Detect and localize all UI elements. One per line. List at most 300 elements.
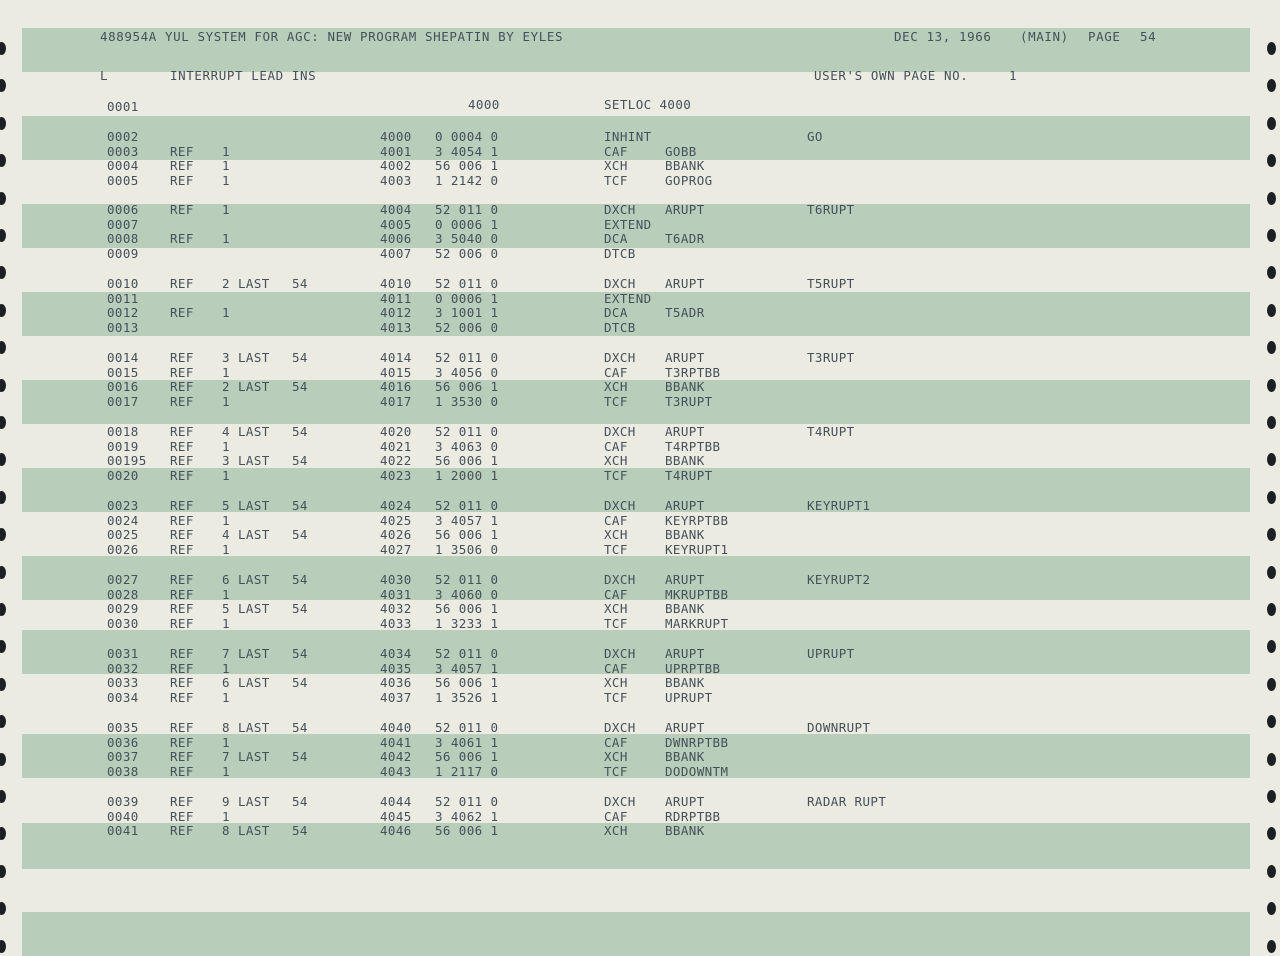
listing-cell-op: CAF xyxy=(604,660,628,676)
listing-cell-code: 1 3506 0 xyxy=(435,542,499,558)
listing-cell-cnt: 9 xyxy=(222,794,230,809)
listing-cell-arg: T3RPTBB xyxy=(665,364,721,380)
tractor-hole xyxy=(0,865,6,878)
tractor-hole xyxy=(0,42,6,55)
listing-cell-op: CAF xyxy=(604,512,628,528)
listing-cell-ref: REF xyxy=(170,173,194,189)
listing-cell-arg: ARUPT xyxy=(665,350,705,365)
listing-cell-code: 3 4062 1 xyxy=(435,808,499,824)
listing-cell-num: 0039 xyxy=(107,794,139,809)
tractor-hole xyxy=(0,640,6,653)
listing-cell-label: T3RUPT xyxy=(807,350,855,365)
listing-cell-cnt: 1 xyxy=(222,586,230,602)
listing-cell-lpg: 54 xyxy=(292,794,308,809)
listing-cell-code: 52 006 0 xyxy=(435,246,499,262)
listing-cell-num: 0034 xyxy=(107,690,139,706)
listing-cell-code: 3 4060 0 xyxy=(435,586,499,602)
greenbar-band xyxy=(22,468,1250,512)
listing-cell-addr: 4025 xyxy=(380,512,412,528)
listing-cell-cnt: 1 xyxy=(222,143,230,159)
right-tractor-holes xyxy=(1260,0,1280,956)
listing-cell-arg: ARUPT xyxy=(665,498,705,513)
listing-cell-arg: KEYRPTBB xyxy=(665,512,729,528)
tractor-hole xyxy=(1267,453,1276,466)
listing-cell-addr: 4010 xyxy=(380,276,412,291)
listing-cell-ref: REF xyxy=(170,424,194,439)
listing-cell-addr: 4032 xyxy=(380,601,412,617)
listing-cell-arg: BBANK xyxy=(665,823,705,839)
listing-cell-code: 1 2142 0 xyxy=(435,173,499,189)
listing-cell-cnt: 1 xyxy=(222,468,230,484)
listing-cell-op: DXCH xyxy=(604,276,636,291)
listing-cell-lpg: 54 xyxy=(292,498,308,513)
listing-cell-cnt: 1 xyxy=(222,542,230,558)
listing-cell-ref: REF xyxy=(170,794,194,809)
listing-cell-label: KEYRUPT1 xyxy=(807,498,871,513)
listing-cell-arg: GOBB xyxy=(665,143,697,159)
listing-cell-op: DCA xyxy=(604,305,628,321)
listing-cell-ref: REF xyxy=(170,646,194,661)
user-page-label: USER'S OWN PAGE NO. xyxy=(814,68,969,83)
listing-cell-op: XCH xyxy=(604,823,628,839)
listing-cell-num: 0038 xyxy=(107,764,139,780)
listing-cell-num: 0035 xyxy=(107,720,139,735)
listing-cell-code: 56 006 1 xyxy=(435,601,499,617)
tractor-hole xyxy=(1267,827,1276,840)
tractor-hole xyxy=(0,79,6,92)
listing-cell-addr: 4035 xyxy=(380,660,412,676)
tractor-hole xyxy=(1267,266,1276,279)
listing-cell-addr: 4020 xyxy=(380,424,412,439)
listing-cell-op: INHINT xyxy=(604,129,652,144)
listing-cell-code: 52 011 0 xyxy=(435,276,499,291)
listing-cell-op: EXTEND xyxy=(604,290,652,306)
listing-cell-arg: T4RUPT xyxy=(665,468,713,484)
listing-cell-cnt: 1 xyxy=(222,616,230,632)
listing-cell-addr: 4041 xyxy=(380,734,412,750)
listing-cell-num: 0007 xyxy=(107,216,139,232)
left-tractor-holes xyxy=(0,0,20,956)
listing-cell-cnt: 8 xyxy=(222,823,230,839)
listing-cell-code: 56 006 1 xyxy=(435,158,499,174)
tractor-hole xyxy=(0,827,6,840)
listing-cell-code: 56 006 1 xyxy=(435,675,499,691)
tractor-hole xyxy=(1267,603,1276,616)
listing-cell-addr: 4026 xyxy=(380,527,412,543)
listing-cell-arg: BBANK xyxy=(665,527,705,543)
tractor-hole xyxy=(1267,379,1276,392)
listing-cell-cnt: 1 xyxy=(222,394,230,410)
listing-cell-addr: 4001 xyxy=(380,143,412,159)
listing-cell-last: LAST xyxy=(238,527,270,543)
setloc-line-number: 0001 xyxy=(107,99,139,114)
printout-sheet xyxy=(22,0,1250,956)
tractor-hole xyxy=(0,304,6,317)
listing-cell-op: XCH xyxy=(604,601,628,617)
listing-cell-cnt: 1 xyxy=(222,438,230,454)
tractor-hole xyxy=(0,603,6,616)
listing-cell-ref: REF xyxy=(170,364,194,380)
listing-cell-cnt: 1 xyxy=(222,158,230,174)
listing-cell-cnt: 5 xyxy=(222,498,230,513)
listing-cell-code: 0 0006 1 xyxy=(435,290,499,306)
tractor-hole xyxy=(1267,491,1276,504)
listing-cell-label: T4RUPT xyxy=(807,424,855,439)
listing-cell-num: 0014 xyxy=(107,350,139,365)
listing-cell-cnt: 4 xyxy=(222,527,230,543)
listing-cell-addr: 4003 xyxy=(380,173,412,189)
listing-cell-cnt: 1 xyxy=(222,690,230,706)
listing-cell-num: 0017 xyxy=(107,394,139,410)
listing-cell-code: 56 006 1 xyxy=(435,527,499,543)
listing-cell-cnt: 4 xyxy=(222,424,230,439)
listing-cell-arg: UPRPTBB xyxy=(665,660,721,676)
listing-cell-code: 52 006 0 xyxy=(435,320,499,336)
tractor-hole xyxy=(0,416,6,429)
tractor-hole xyxy=(1267,117,1276,130)
listing-cell-op: DXCH xyxy=(604,646,636,661)
listing-cell-num: 0029 xyxy=(107,601,139,617)
tractor-hole xyxy=(1267,715,1276,728)
listing-cell-lpg: 54 xyxy=(292,379,308,395)
listing-cell-ref: REF xyxy=(170,453,194,469)
listing-cell-arg: MKRUPTBB xyxy=(665,586,729,602)
listing-cell-addr: 4034 xyxy=(380,646,412,661)
listing-cell-code: 1 2000 1 xyxy=(435,468,499,484)
listing-cell-ref: REF xyxy=(170,276,194,291)
listing-cell-last: LAST xyxy=(238,720,270,735)
listing-cell-op: XCH xyxy=(604,453,628,469)
listing-cell-op: XCH xyxy=(604,527,628,543)
listing-cell-op: DXCH xyxy=(604,794,636,809)
listing-cell-ref: REF xyxy=(170,350,194,365)
listing-cell-op: DXCH xyxy=(604,350,636,365)
listing-cell-addr: 4012 xyxy=(380,305,412,321)
listing-cell-code: 52 011 0 xyxy=(435,498,499,513)
listing-cell-num: 0019 xyxy=(107,438,139,454)
listing-cell-op: EXTEND xyxy=(604,216,652,232)
listing-cell-label: KEYRUPT2 xyxy=(807,572,871,587)
tractor-hole xyxy=(1267,154,1276,167)
setloc-value: 4000 xyxy=(468,97,500,112)
listing-cell-last: LAST xyxy=(238,675,270,691)
listing-cell-cnt: 1 xyxy=(222,808,230,824)
listing-header-page-label: PAGE xyxy=(1088,29,1121,44)
listing-cell-code: 52 011 0 xyxy=(435,572,499,587)
tractor-hole xyxy=(1267,304,1276,317)
tractor-hole xyxy=(1267,753,1276,766)
listing-cell-code: 56 006 1 xyxy=(435,749,499,765)
listing-cell-addr: 4030 xyxy=(380,572,412,587)
listing-cell-arg: GOPROG xyxy=(665,173,713,189)
listing-cell-op: DXCH xyxy=(604,202,636,217)
listing-cell-arg: ARUPT xyxy=(665,424,705,439)
listing-cell-lpg: 54 xyxy=(292,675,308,691)
tractor-hole xyxy=(1267,566,1276,579)
listing-cell-ref: REF xyxy=(170,764,194,780)
tractor-hole xyxy=(0,678,6,691)
listing-cell-lpg: 54 xyxy=(292,276,308,291)
tractor-hole xyxy=(0,379,6,392)
listing-cell-arg: ARUPT xyxy=(665,720,705,735)
listing-cell-lpg: 54 xyxy=(292,749,308,765)
listing-cell-code: 52 011 0 xyxy=(435,424,499,439)
listing-cell-code: 56 006 1 xyxy=(435,453,499,469)
tractor-hole xyxy=(0,902,6,915)
listing-cell-ref: REF xyxy=(170,394,194,410)
listing-cell-num: 0018 xyxy=(107,424,139,439)
tractor-hole xyxy=(0,940,6,953)
listing-cell-num: 0032 xyxy=(107,660,139,676)
listing-cell-last: LAST xyxy=(238,794,270,809)
listing-cell-addr: 4031 xyxy=(380,586,412,602)
listing-cell-code: 1 3530 0 xyxy=(435,394,499,410)
listing-cell-ref: REF xyxy=(170,305,194,321)
listing-cell-lpg: 54 xyxy=(292,646,308,661)
listing-header-date: DEC 13, 1966 xyxy=(894,29,992,44)
listing-cell-arg: T3RUPT xyxy=(665,394,713,410)
listing-cell-arg: ARUPT xyxy=(665,646,705,661)
listing-cell-code: 0 0006 1 xyxy=(435,216,499,232)
tractor-hole xyxy=(0,566,6,579)
listing-cell-ref: REF xyxy=(170,690,194,706)
listing-cell-addr: 4014 xyxy=(380,350,412,365)
listing-cell-arg: T6ADR xyxy=(665,231,705,247)
tractor-hole xyxy=(0,491,6,504)
listing-cell-code: 52 011 0 xyxy=(435,794,499,809)
tractor-hole xyxy=(1267,341,1276,354)
listing-cell-arg: T5ADR xyxy=(665,305,705,321)
listing-cell-cnt: 6 xyxy=(222,675,230,691)
tractor-hole xyxy=(1267,902,1276,915)
listing-cell-arg: BBANK xyxy=(665,379,705,395)
listing-cell-num: 0025 xyxy=(107,527,139,543)
listing-cell-num: 00195 xyxy=(107,453,147,469)
listing-cell-cnt: 6 xyxy=(222,572,230,587)
listing-cell-op: TCF xyxy=(604,616,628,632)
listing-cell-op: XCH xyxy=(604,675,628,691)
listing-cell-label: T5RUPT xyxy=(807,276,855,291)
listing-cell-ref: REF xyxy=(170,231,194,247)
listing-cell-ref: REF xyxy=(170,202,194,217)
listing-cell-ref: REF xyxy=(170,749,194,765)
listing-cell-num: 0024 xyxy=(107,512,139,528)
listing-cell-code: 3 4054 1 xyxy=(435,143,499,159)
listing-cell-addr: 4000 xyxy=(380,129,412,144)
listing-cell-cnt: 3 xyxy=(222,453,230,469)
listing-cell-ref: REF xyxy=(170,438,194,454)
listing-cell-addr: 4016 xyxy=(380,379,412,395)
listing-cell-code: 3 4057 1 xyxy=(435,660,499,676)
listing-cell-op: XCH xyxy=(604,749,628,765)
listing-cell-num: 0009 xyxy=(107,246,139,262)
listing-cell-num: 0037 xyxy=(107,749,139,765)
listing-cell-cnt: 1 xyxy=(222,231,230,247)
tractor-hole xyxy=(1267,940,1276,953)
listing-cell-addr: 4042 xyxy=(380,749,412,765)
listing-cell-num: 0002 xyxy=(107,129,139,144)
listing-cell-lpg: 54 xyxy=(292,823,308,839)
listing-cell-num: 0023 xyxy=(107,498,139,513)
listing-cell-num: 0036 xyxy=(107,734,139,750)
listing-header-title: 488954A YUL SYSTEM FOR AGC: NEW PROGRAM SHEPATIN BY EYLES xyxy=(100,29,564,44)
listing-cell-num: 0040 xyxy=(107,808,139,824)
log-section-title: INTERRUPT LEAD INS xyxy=(170,68,317,83)
tractor-hole xyxy=(0,192,6,205)
listing-cell-num: 0033 xyxy=(107,675,139,691)
listing-cell-cnt: 1 xyxy=(222,764,230,780)
listing-cell-ref: REF xyxy=(170,143,194,159)
listing-cell-cnt: 7 xyxy=(222,646,230,661)
listing-cell-arg: T4RPTBB xyxy=(665,438,721,454)
listing-cell-op: DXCH xyxy=(604,572,636,587)
tractor-hole xyxy=(0,453,6,466)
listing-cell-addr: 4005 xyxy=(380,216,412,232)
tractor-hole xyxy=(0,117,6,130)
listing-cell-lpg: 54 xyxy=(292,453,308,469)
listing-cell-cnt: 1 xyxy=(222,305,230,321)
greenbar-band xyxy=(22,630,1250,674)
listing-cell-code: 1 2117 0 xyxy=(435,764,499,780)
listing-cell-addr: 4013 xyxy=(380,320,412,336)
listing-cell-op: XCH xyxy=(604,379,628,395)
listing-cell-ref: REF xyxy=(170,823,194,839)
listing-cell-code: 1 3233 1 xyxy=(435,616,499,632)
listing-cell-addr: 4045 xyxy=(380,808,412,824)
listing-cell-code: 52 011 0 xyxy=(435,720,499,735)
listing-cell-num: 0004 xyxy=(107,158,139,174)
listing-cell-addr: 4033 xyxy=(380,616,412,632)
listing-cell-lpg: 54 xyxy=(292,601,308,617)
listing-cell-num: 0003 xyxy=(107,143,139,159)
listing-cell-code: 3 4063 0 xyxy=(435,438,499,454)
tractor-hole xyxy=(0,715,6,728)
listing-cell-arg: ARUPT xyxy=(665,572,705,587)
listing-cell-last: LAST xyxy=(238,823,270,839)
tractor-hole xyxy=(0,790,6,803)
listing-cell-lpg: 54 xyxy=(292,572,308,587)
tractor-hole xyxy=(1267,865,1276,878)
listing-cell-cnt: 1 xyxy=(222,173,230,189)
listing-cell-op: DCA xyxy=(604,231,628,247)
listing-cell-code: 3 4057 1 xyxy=(435,512,499,528)
tractor-hole xyxy=(0,154,6,167)
listing-cell-ref: REF xyxy=(170,468,194,484)
listing-cell-addr: 4046 xyxy=(380,823,412,839)
listing-cell-op: XCH xyxy=(604,158,628,174)
listing-cell-num: 0030 xyxy=(107,616,139,632)
listing-cell-code: 3 4056 0 xyxy=(435,364,499,380)
listing-cell-arg: RDRPTBB xyxy=(665,808,721,824)
listing-cell-cnt: 1 xyxy=(222,364,230,380)
listing-cell-cnt: 1 xyxy=(222,512,230,528)
listing-cell-ref: REF xyxy=(170,720,194,735)
greenbar-band xyxy=(22,823,1250,869)
listing-cell-op: CAF xyxy=(604,734,628,750)
listing-cell-last: LAST xyxy=(238,601,270,617)
listing-cell-last: LAST xyxy=(238,572,270,587)
listing-cell-addr: 4004 xyxy=(380,202,412,217)
tractor-hole xyxy=(1267,79,1276,92)
listing-cell-num: 0008 xyxy=(107,231,139,247)
listing-cell-cnt: 5 xyxy=(222,601,230,617)
listing-cell-last: LAST xyxy=(238,646,270,661)
listing-cell-addr: 4023 xyxy=(380,468,412,484)
listing-cell-code: 52 011 0 xyxy=(435,646,499,661)
tractor-hole xyxy=(0,229,6,242)
listing-cell-last: LAST xyxy=(238,276,270,291)
listing-cell-arg: ARUPT xyxy=(665,202,705,217)
listing-cell-arg: MARKRUPT xyxy=(665,616,729,632)
listing-cell-ref: REF xyxy=(170,498,194,513)
greenbar-band xyxy=(22,734,1250,778)
tractor-hole xyxy=(1267,229,1276,242)
listing-cell-arg: BBANK xyxy=(665,601,705,617)
listing-cell-ref: REF xyxy=(170,158,194,174)
tractor-hole xyxy=(0,528,6,541)
listing-cell-addr: 4021 xyxy=(380,438,412,454)
listing-cell-num: 0028 xyxy=(107,586,139,602)
listing-cell-num: 0020 xyxy=(107,468,139,484)
tractor-hole xyxy=(1267,640,1276,653)
listing-cell-cnt: 1 xyxy=(222,660,230,676)
listing-cell-op: CAF xyxy=(604,438,628,454)
listing-cell-ref: REF xyxy=(170,379,194,395)
listing-cell-op: TCF xyxy=(604,468,628,484)
listing-cell-op: DTCB xyxy=(604,246,636,262)
listing-cell-last: LAST xyxy=(238,498,270,513)
listing-cell-num: 0005 xyxy=(107,173,139,189)
listing-cell-num: 0010 xyxy=(107,276,139,291)
listing-cell-label: T6RUPT xyxy=(807,202,855,217)
listing-cell-addr: 4006 xyxy=(380,231,412,247)
tractor-hole xyxy=(0,266,6,279)
greenbar-band xyxy=(22,556,1250,600)
listing-cell-op: TCF xyxy=(604,542,628,558)
listing-cell-lpg: 54 xyxy=(292,527,308,543)
listing-cell-lpg: 54 xyxy=(292,720,308,735)
listing-cell-cnt: 3 xyxy=(222,350,230,365)
tractor-hole xyxy=(0,341,6,354)
listing-cell-addr: 4037 xyxy=(380,690,412,706)
listing-cell-ref: REF xyxy=(170,542,194,558)
listing-cell-op: TCF xyxy=(604,394,628,410)
listing-cell-arg: DODOWNTM xyxy=(665,764,729,780)
listing-cell-code: 56 006 1 xyxy=(435,379,499,395)
listing-cell-addr: 4002 xyxy=(380,158,412,174)
listing-cell-op: DTCB xyxy=(604,320,636,336)
listing-cell-op: DXCH xyxy=(604,424,636,439)
listing-cell-label: RADAR RUPT xyxy=(807,794,887,809)
listing-header-page-number: 54 xyxy=(1140,29,1157,44)
listing-cell-op: CAF xyxy=(604,586,628,602)
listing-cell-addr: 4027 xyxy=(380,542,412,558)
listing-cell-op: DXCH xyxy=(604,720,636,735)
listing-cell-num: 0027 xyxy=(107,572,139,587)
tractor-hole xyxy=(1267,42,1276,55)
listing-cell-num: 0012 xyxy=(107,305,139,321)
tractor-hole xyxy=(1267,790,1276,803)
log-section-letter: L xyxy=(100,68,109,83)
listing-cell-op: CAF xyxy=(604,364,628,380)
listing-cell-num: 0006 xyxy=(107,202,139,217)
tractor-hole xyxy=(1267,192,1276,205)
listing-cell-ref: REF xyxy=(170,601,194,617)
listing-cell-label: GO xyxy=(807,129,823,144)
listing-cell-last: LAST xyxy=(238,350,270,365)
listing-cell-last: LAST xyxy=(238,453,270,469)
listing-cell-num: 0041 xyxy=(107,823,139,839)
